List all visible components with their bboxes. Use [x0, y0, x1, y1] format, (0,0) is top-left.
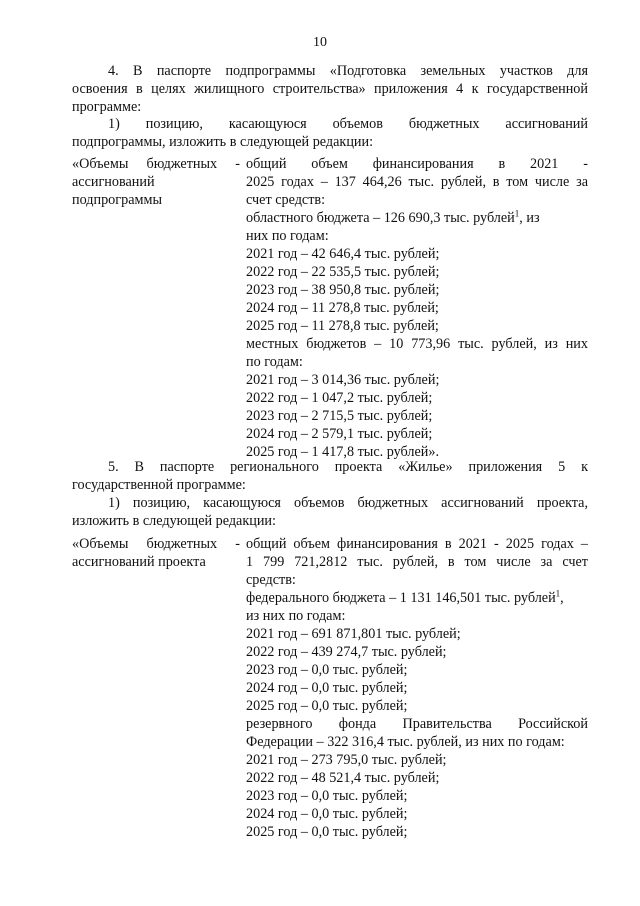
item4-total-line1: общий объем финансирования в 2021 - — [246, 156, 588, 172]
item4-local-year-2021: 2021 год – 3 014,36 тыс. рублей; — [246, 372, 440, 388]
item4-local-line1: местных бюджетов – 10 773,96 тыс. рублей, из них — [246, 336, 588, 352]
item4-label-line3: подпрограммы — [72, 192, 162, 208]
item4-heading — [72, 62, 588, 116]
item4-local-year-2023: 2023 год – 2 715,5 тыс. рублей; — [246, 408, 433, 424]
item5-subitem — [72, 494, 588, 530]
item4-regional-line2: них по годам: — [246, 228, 329, 244]
item4-regional-year-2022: 2022 год – 22 535,5 тыс. рублей; — [246, 264, 440, 280]
item4-local-year-2022: 2022 год – 1 047,2 тыс. рублей; — [246, 390, 433, 406]
item4-regional-year-2024: 2024 год – 11 278,8 тыс. рублей; — [246, 300, 439, 316]
item4-subitem-line1: 1) позицию, касающуюся объемов бюджетных ассигнований — [108, 116, 588, 132]
item4-regional-tail: , из — [519, 210, 540, 226]
item5-reserve-year-2022: 2022 год – 48 521,4 тыс. рублей; — [246, 770, 440, 786]
item4-label-line2: ассигнований — [72, 174, 155, 190]
item5-reserve-line2: Федерации – 322 316,4 тыс. рублей, из них по годам: — [246, 734, 565, 750]
item5-total-line1: общий объем финансирования в 2021 - 2025 годах – — [246, 536, 588, 552]
item5-federal-year-2024: 2024 год – 0,0 тыс. рублей; — [246, 680, 408, 696]
item4-subitem — [72, 115, 588, 151]
item5-federal-text: федерального бюджета – 1 131 146,501 тыс. рублей — [246, 590, 556, 606]
item5-federal-tail: , — [560, 590, 564, 606]
item5-federal-year-2023: 2023 год – 0,0 тыс. рублей; — [246, 662, 408, 678]
item4-local-line2: по годам: — [246, 354, 303, 370]
item5-label-line1: «Объемы бюджетных - — [72, 536, 240, 552]
item5-total-line2: 1 799 721,2812 тыс. рублей, в том числе за счет — [246, 554, 588, 570]
item5-federal-year-2025: 2025 год – 0,0 тыс. рублей; — [246, 698, 408, 714]
item5-reserve-year-2025: 2025 год – 0,0 тыс. рублей; — [246, 824, 408, 840]
item5-reserve-year-2021: 2021 год – 273 795,0 тыс. рублей; — [246, 752, 447, 768]
item5-federal-year-2022: 2022 год – 439 274,7 тыс. рублей; — [246, 644, 447, 660]
item4-regional-year-2025: 2025 год – 11 278,8 тыс. рублей; — [246, 318, 439, 334]
item5-value-cell — [246, 535, 588, 841]
item4-subitem-line2: подпрограммы, изложить в следующей редакции: — [72, 134, 374, 150]
item4-regional-line1 — [246, 209, 588, 227]
item4-regional-text: областного бюджета – 126 690,3 тыс. рублей — [246, 210, 515, 226]
item4-local-year-2025: 2025 год – 1 417,8 тыс. рублей». — [246, 444, 439, 460]
item4-label-line1: «Объемы бюджетных - — [72, 156, 240, 172]
item5-federal-year-2021: 2021 год – 691 871,801 тыс. рублей; — [246, 626, 461, 642]
item5-subitem-line2: изложить в следующей редакции: — [72, 513, 276, 529]
item4-regional-year-2023: 2023 год – 38 950,8 тыс. рублей; — [246, 282, 440, 298]
item5-subitem-line1: 1) позицию, касающуюся объемов бюджетных ассигнований проекта, — [108, 495, 588, 511]
item5-reserve-year-2023: 2023 год – 0,0 тыс. рублей; — [246, 788, 408, 804]
item4-heading-line3: программе: — [72, 99, 142, 115]
item4-label-cell — [72, 155, 240, 209]
page-number: 10 — [313, 35, 327, 50]
item5-heading — [72, 458, 588, 494]
item4-total-line2: 2025 годах – 137 464,26 тыс. рублей, в том числе за — [246, 174, 588, 190]
item4-total-line3: счет средств: — [246, 192, 326, 208]
item5-federal-line2: из них по годам: — [246, 608, 346, 624]
item5-heading-line2: государственной программе: — [72, 477, 246, 493]
item5-heading-line1: 5. В паспорте регионального проекта «Жилье» приложения 5 к — [108, 459, 588, 475]
item4-regional-year-2021: 2021 год – 42 646,4 тыс. рублей; — [246, 246, 440, 262]
item5-label-cell — [72, 535, 240, 571]
item4-regional-footnote: 1 — [514, 208, 520, 219]
item5-reserve-line1: резервного фонда Правительства Российской — [246, 716, 588, 732]
item5-total-line3: средств: — [246, 572, 296, 588]
item5-federal-footnote: 1 — [555, 588, 561, 599]
item5-label-line2: ассигнований проекта — [72, 554, 206, 570]
item4-value-cell — [246, 155, 588, 461]
item5-reserve-year-2024: 2024 год – 0,0 тыс. рублей; — [246, 806, 408, 822]
item4-local-year-2024: 2024 год – 2 579,1 тыс. рублей; — [246, 426, 433, 442]
item5-federal-line1 — [246, 589, 588, 607]
item4-heading-line2: освоения в целях жилищного строительства» приложения 4 к государственной — [72, 81, 588, 97]
item4-heading-line1: 4. В паспорте подпрограммы «Подготовка земельных участков для — [108, 63, 588, 79]
